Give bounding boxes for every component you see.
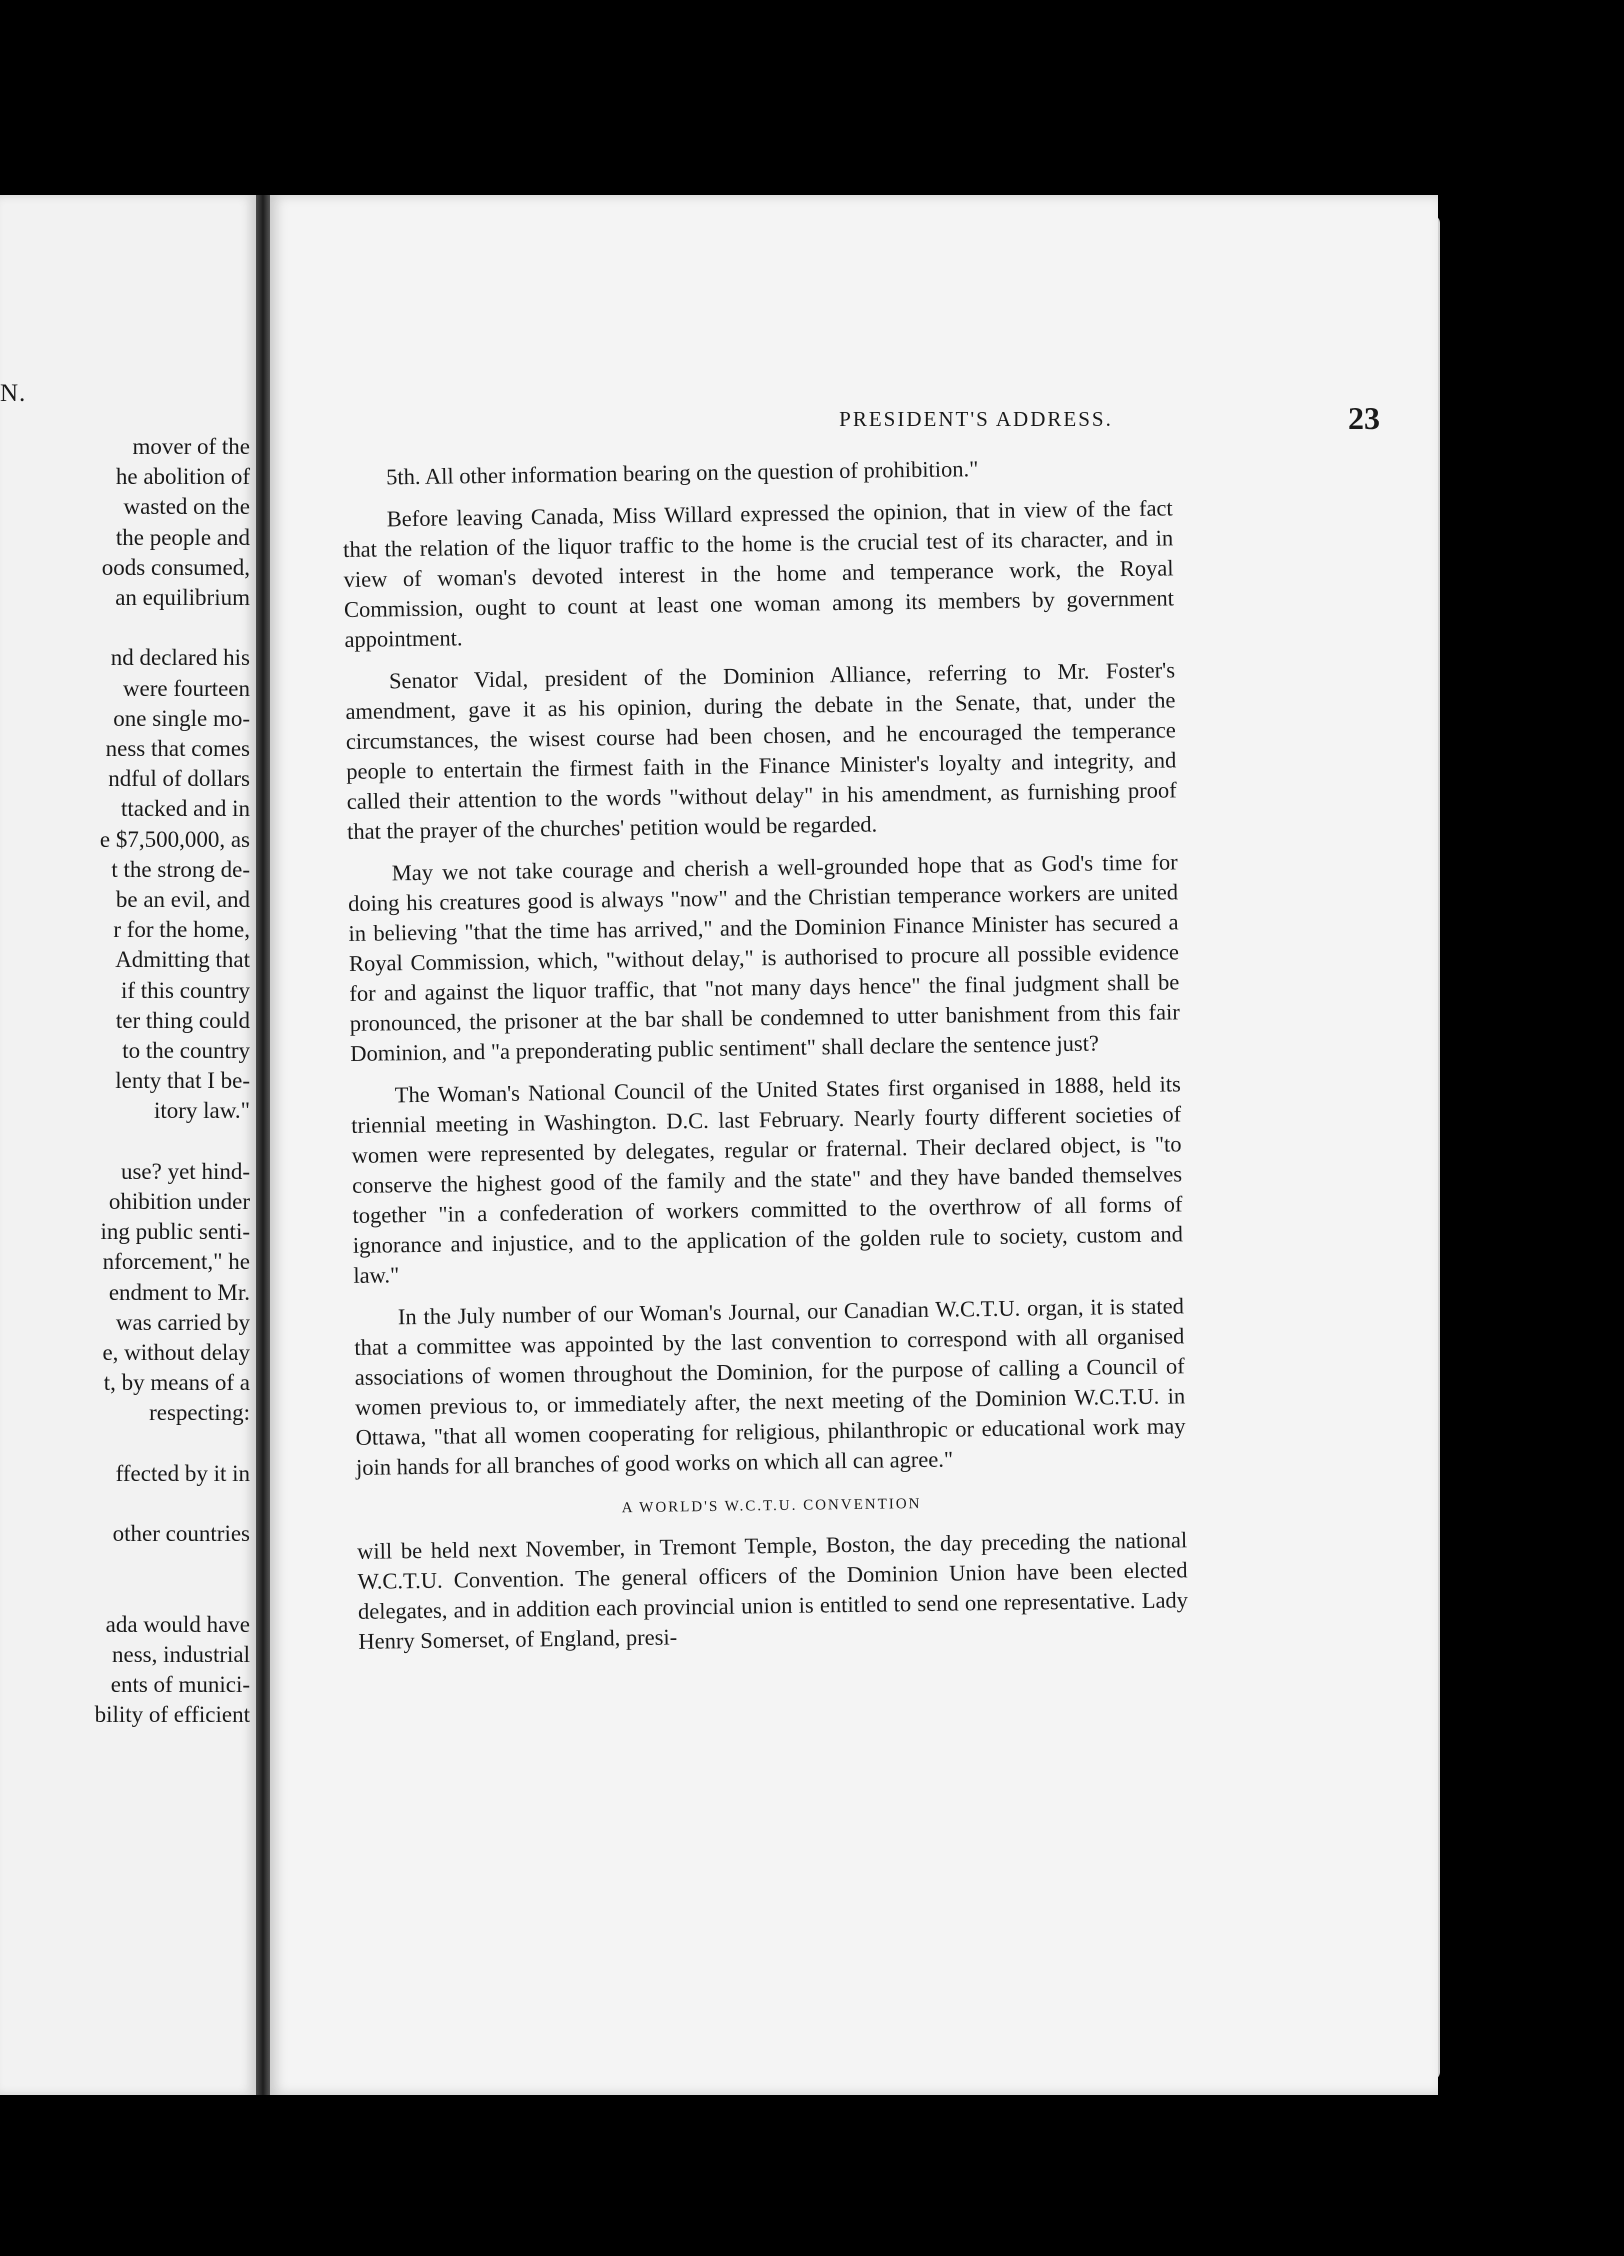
- section-heading: A WORLD'S W.C.T.U. CONVENTION: [621, 1496, 922, 1517]
- left-page-line: t the strong de-: [111, 856, 250, 882]
- left-page-line: respecting:: [149, 1400, 250, 1426]
- left-page-line: ents of munici-: [110, 1672, 250, 1698]
- left-page-line: the people and: [115, 524, 250, 550]
- page-number: 23: [1348, 400, 1380, 436]
- left-page-line: an equilibrium: [115, 585, 250, 610]
- left-page-line: Admitting that: [115, 947, 250, 973]
- left-page-line: ttacked and in: [120, 796, 250, 822]
- left-page-line: mover of the: [132, 434, 250, 459]
- book-spine: [256, 195, 270, 2095]
- left-page-line: ness that comes: [105, 736, 250, 761]
- left-page-line: nd declared his: [110, 645, 250, 671]
- left-page-line: ndful of dollars: [108, 766, 250, 792]
- left-page-line: use? yet hind-: [120, 1158, 250, 1184]
- left-page-line: wasted on the: [123, 494, 250, 520]
- left-page-line: ada would have: [105, 1611, 250, 1637]
- left-page: [0, 195, 256, 2095]
- left-page-line: ohibition under: [108, 1189, 250, 1214]
- left-page-line: to the country: [122, 1038, 250, 1063]
- left-page-line: be an evil, and: [115, 887, 250, 912]
- paragraph: May we not take courage and cherish a well-grounded hope that as God's time for doing his creatures good is always "now" and the Christian temperance workers are united in believing "that the time has arrived," and the Dominion Finance Minister has secured a Royal Commission, which, "without delay," is authorised to procure all possible evidence for and against the liquor traffic, that "not many days hence" the final judgment shall be pronounced, the prisoner at the bar shall be condemned to utter banishment from this fair Dominion, and "a preponderating public sentiment" shall declare the sentence just?: [347, 849, 1180, 1066]
- left-page-line: ing public senti-: [100, 1219, 250, 1245]
- paragraph: In the July number of our Woman's Journal, our Canadian W.C.T.U. organ, it is stated that a committee was appointed by the last convention to correspond with all organised associations of women throughout the Dominion, for the purpose of calling a Council of women previous to, or immediately after, the next meeting of the Dominion W.C.T.U. in Ottawa, "that all women cooperating for religious, philanthropic or educational work may join hands for all branches of good works on which all can agree.": [354, 1293, 1186, 1480]
- left-page-line: he abolition of: [115, 464, 250, 490]
- left-page-line: t, by means of a: [103, 1370, 250, 1396]
- running-head: PRESIDENT'S ADDRESS.: [839, 407, 1113, 431]
- left-page-line: ter thing could: [115, 1007, 250, 1033]
- left-page-line: one single mo-: [113, 705, 250, 731]
- left-page-line: if this country: [120, 977, 250, 1003]
- left-page-line: r for the home,: [113, 917, 250, 943]
- left-page-line: ness, industrial: [112, 1642, 250, 1667]
- left-page-line: itory law.": [153, 1098, 250, 1124]
- body-text: [342, 451, 1189, 1668]
- left-heading-fragment: N.: [0, 380, 27, 407]
- left-page-line: lenty that I be-: [115, 1068, 250, 1094]
- left-page-line: nforcement," he: [102, 1249, 250, 1275]
- paragraph: Before leaving Canada, Miss Willard expressed the opinion, that in view of the fact that the relation of the liquor traffic to the home is the crucial test of its character, and in view of woman's devoted interest in the home and temperance work, the Royal Commission, ought to count at least one woman among its members by government appointment.: [343, 495, 1175, 652]
- left-page-line: other countries: [112, 1521, 250, 1547]
- paragraph: The Woman's National Council of the United States first organised in 1888, held its triennial meeting in Washington. D.C. last February. Nearly fourty different societies of women were represented by delegates, regular or fraternal. Their declared object, is "to conserve the highest good of the family and the state" and they have banded themselves together "in a confederation of workers committed to the overthrow of all forms of ignorance and injustice, and to the application of the golden rule to society, custom and law.": [351, 1071, 1184, 1288]
- left-page-line: endment to Mr.: [108, 1279, 250, 1305]
- left-page-line: e $7,500,000, as: [99, 826, 250, 852]
- left-page-line: e, without delay: [102, 1340, 250, 1365]
- left-page-line: ffected by it in: [115, 1460, 250, 1486]
- left-page-line: bility of efficient: [94, 1702, 250, 1728]
- left-page-line: was carried by: [115, 1309, 250, 1335]
- paragraph: will be held next November, in Tremont Temple, Boston, the day preceding the national W.C.T.U. Convention. The general officers of the Dominion Union have been elected delegates, and in addition each provincial union is entitled to send one representative. Lady Henry Somerset, of England, presi-: [357, 1527, 1189, 1654]
- left-page-line: oods consumed,: [101, 554, 250, 580]
- paragraph: Senator Vidal, president of the Dominion Alliance, referring to Mr. Foster's amendment, gave it as his opinion, during the debate in the Senate, that, under the circumstances, the wisest course had been chosen, and he encouraged the temperance people to entertain the firmest faith in the Finance Minister's loyalty and integrity, and called their attention to the words "without delay" in his amendment, as furnishing proof that the prayer of the churches' petition would be regarded.: [345, 657, 1177, 844]
- right-page: [270, 195, 1438, 2095]
- paragraph: 5th. All other information bearing on the question of prohibition.": [386, 456, 979, 490]
- left-page-line: were fourteen: [122, 675, 250, 701]
